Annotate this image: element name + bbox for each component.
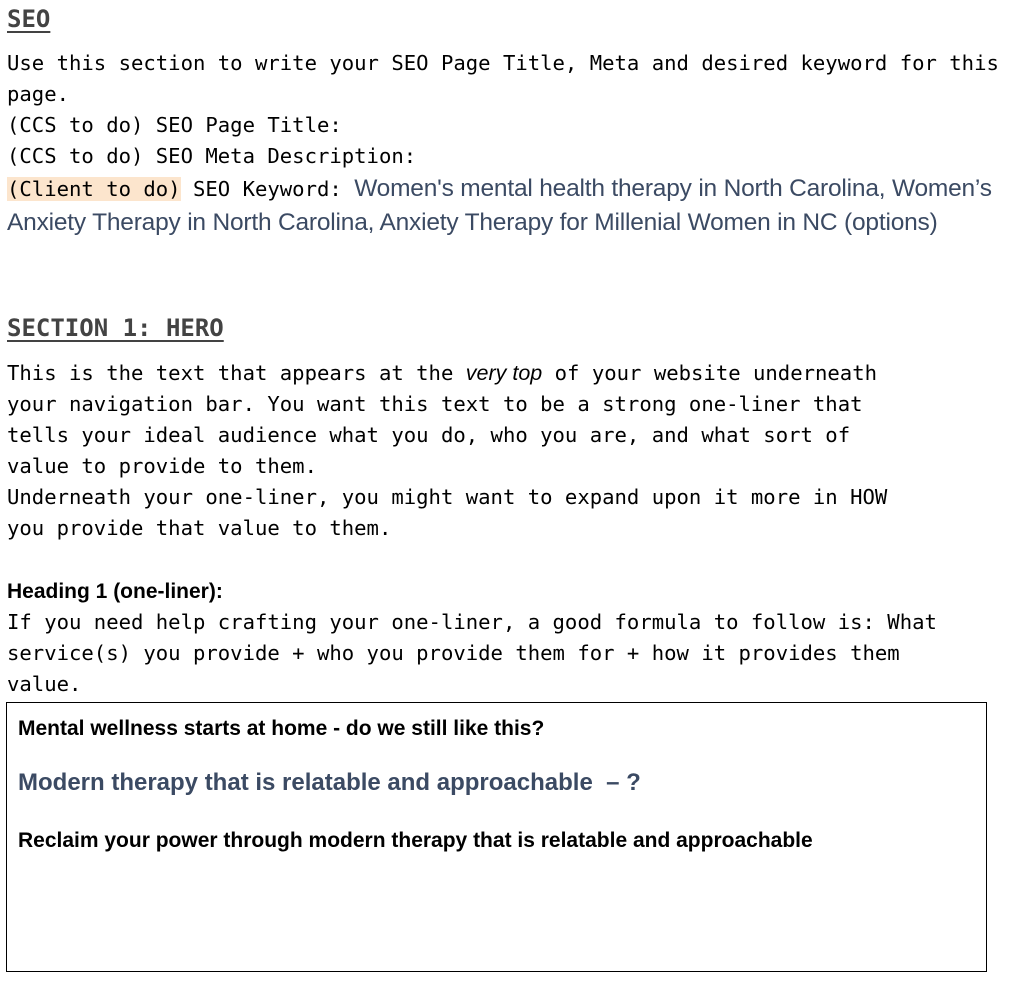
seo-keyword-label: SEO Keyword:: [180, 177, 355, 201]
one-liner-option-2: [18, 769, 641, 797]
one-liner-options-box: [6, 702, 987, 972]
seo-keyword-row: [7, 173, 1012, 205]
hero-description-emphasis: very top: [465, 361, 543, 385]
one-liner-option-3: Reclaim your power through modern therapy that is relatable and approachable: [18, 829, 813, 852]
one-liner-option-1: Mental wellness starts at home - do we still like this?: [18, 717, 545, 740]
seo-page-title-label: (CCS to do) SEO Page Title:: [7, 113, 342, 137]
one-liner-option-2-text: Modern therapy that is relatable and approachable: [18, 769, 593, 796]
one-liner-option-2-question: – ?: [592, 769, 641, 796]
hero-expand-paragraph: Underneath your one-liner, you might want to expand upon it more in HOW you provide that value to them.: [7, 485, 888, 540]
hero-description-start: This is the text that appears at the: [7, 361, 466, 385]
heading-1-label: Heading 1 (one-liner):: [7, 580, 223, 603]
hero-section-heading: SECTION 1: HERO: [7, 314, 224, 342]
client-to-do-highlight: (Client to do): [7, 177, 181, 201]
seo-keyword-value-line2: Anxiety Therapy in North Carolina, Anxiety Therapy for Millenial Women in NC (options): [7, 209, 938, 236]
heading-1-help: If you need help crafting your one-liner, a good formula to follow is: What service(s) you provide + who you provide them for + how it provides them value.: [7, 610, 937, 696]
seo-meta-description-label: (CCS to do) SEO Meta Description:: [7, 144, 417, 168]
hero-description-end: of your website underneath your navigation bar. You want this text to be a strong one-liner that tells your ideal audience what you do, who you are, and what sort of value to provide to them.: [7, 361, 877, 478]
seo-keyword-value-line1: Women's mental health therapy in North Carolina, Women’s: [354, 175, 992, 202]
seo-intro: Use this section to write your SEO Page Title, Meta and desired keyword for this page.: [7, 51, 999, 106]
seo-heading: SEO: [7, 5, 51, 33]
hero-description: [7, 358, 907, 482]
